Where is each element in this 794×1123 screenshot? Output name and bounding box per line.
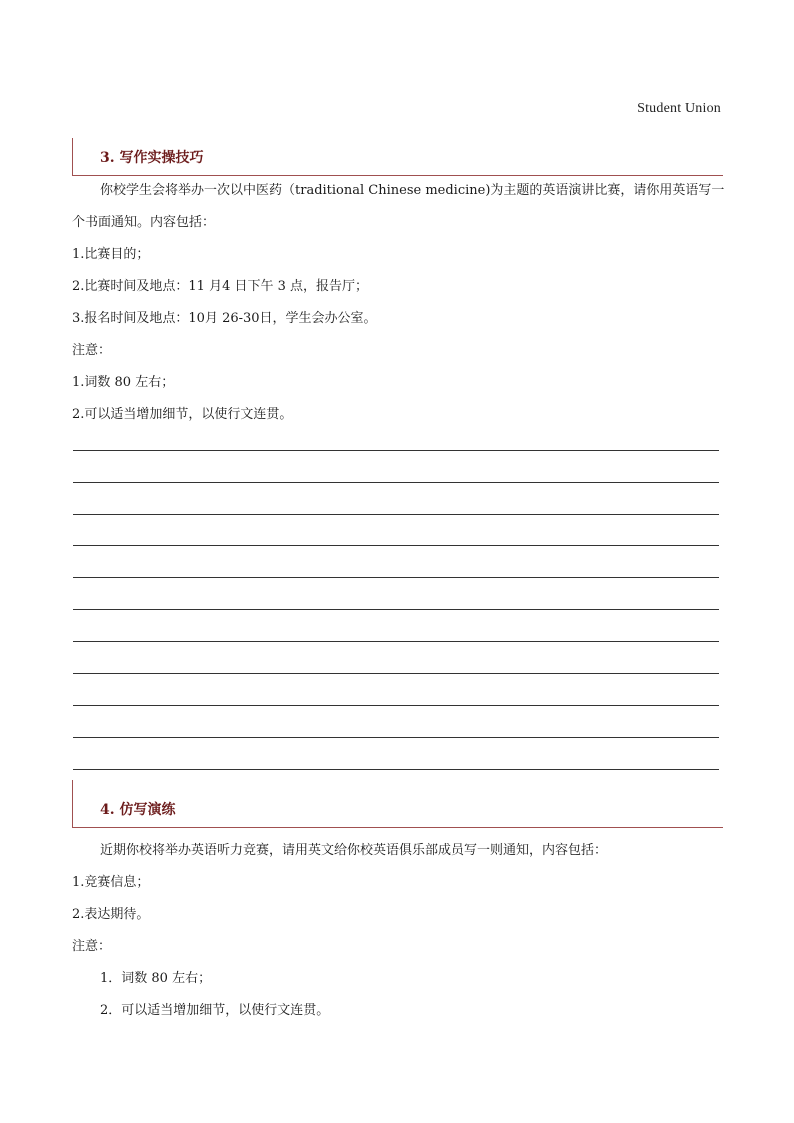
section-4-note-1: 1．词数 80 左右； xyxy=(100,971,212,986)
answer-line[interactable] xyxy=(73,545,719,546)
section-4-intro: 近期你校将举办英语听力竞赛，请用英文给你校英语俱乐部成员写一则通知，内容包括： xyxy=(100,843,608,858)
answer-line[interactable] xyxy=(73,737,719,738)
answer-line[interactable] xyxy=(73,641,719,642)
section-4-item-1: 1.竞赛信息； xyxy=(72,875,150,890)
section-4-note-2: 2．可以适当增加细节，以使行文连贯。 xyxy=(100,1003,330,1018)
header-org-name: Student Union xyxy=(637,101,721,116)
section-3-note-1: 1.词数 80 左右； xyxy=(72,375,175,390)
answer-line[interactable] xyxy=(73,769,719,770)
answer-line[interactable] xyxy=(73,577,719,578)
section-3-item-2: 2.比赛时间及地点：11 月4 日下午 3 点，报告厅； xyxy=(72,279,369,294)
section-3-intro-line-1: 你校学生会将举办一次以中医药（traditional Chinese medicine)为主题的英语演讲比赛，请你用英语写一 xyxy=(100,183,725,198)
answer-line[interactable] xyxy=(73,673,719,674)
answer-line[interactable] xyxy=(73,514,719,515)
section-3-intro-line-2: 个书面通知。内容包括： xyxy=(72,215,216,230)
section-3-heading xyxy=(72,138,723,176)
section-4-title: 4. 仿写演练 xyxy=(100,802,176,818)
section-4-note-label: 注意： xyxy=(72,939,112,954)
answer-line[interactable] xyxy=(73,482,719,483)
section-3-item-1: 1.比赛目的； xyxy=(72,247,150,262)
section-3-note-2: 2.可以适当增加细节，以使行文连贯。 xyxy=(72,407,293,422)
section-4-item-2: 2.表达期待。 xyxy=(72,907,150,922)
answer-line[interactable] xyxy=(73,450,719,451)
section-3-title: 3. 写作实操技巧 xyxy=(100,150,204,166)
answer-line[interactable] xyxy=(73,609,719,610)
section-4-heading xyxy=(72,780,723,828)
section-3-item-3: 3.报名时间及地点：10月 26-30日，学生会办公室。 xyxy=(72,311,377,326)
section-3-note-label: 注意： xyxy=(72,343,112,358)
answer-line[interactable] xyxy=(73,705,719,706)
